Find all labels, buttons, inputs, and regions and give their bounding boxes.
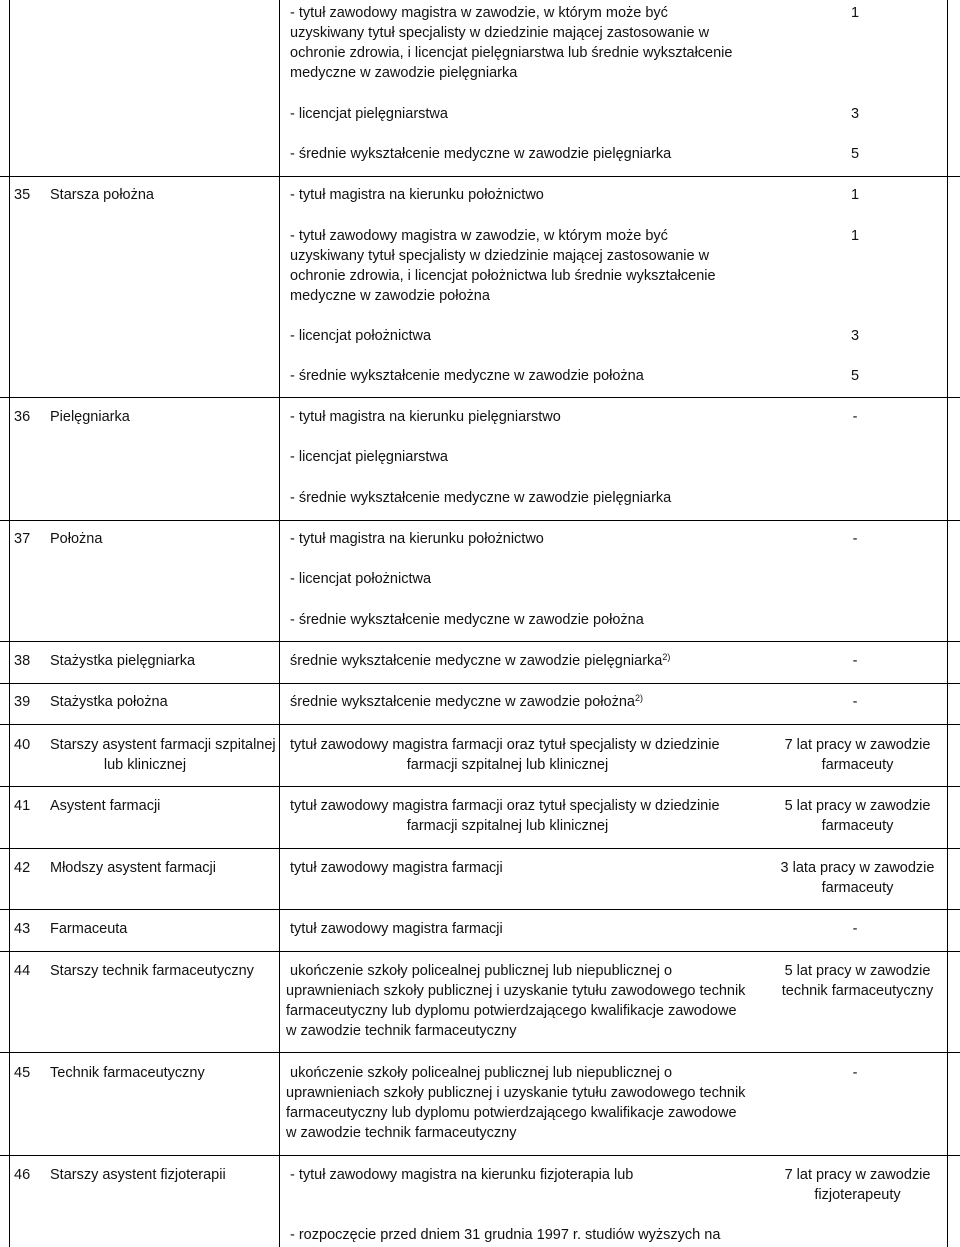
row-divider [0, 1052, 960, 1053]
requirement-text: średnie wykształcenie medyczne w zawodzie pielęgniarka$^{2)}$ [290, 652, 671, 669]
position-name: lub klinicznej [103, 757, 187, 773]
requirement-text: - licencjat pielęgniarstwa [290, 106, 448, 122]
requirement-text: - tytuł magistra na kierunku położnictwo [290, 187, 544, 203]
years-value: - [852, 531, 858, 547]
position-name: Farmaceuta [50, 921, 128, 937]
row-divider [0, 951, 960, 952]
requirement-text: tytuł zawodowy magistra farmacji [290, 921, 503, 937]
position-name: Starsza położna [50, 187, 154, 203]
table-border-left [9, 0, 10, 1247]
requirement-text: - średnie wykształcenie medyczne w zawodzie pielęgniarka [290, 490, 672, 506]
row-divider [0, 1155, 960, 1156]
row-number: 35 [14, 187, 31, 203]
requirement-text: w zawodzie technik farmaceutyczny [286, 1125, 517, 1141]
requirement-text: farmacji szpitalnej lub klinicznej [406, 818, 609, 834]
position-name: Młodszy asystent farmacji [50, 860, 216, 876]
requirement-text: - tytuł zawodowy magistra w zawodzie, w którym może być [290, 5, 668, 21]
years-value: farmaceuty [821, 757, 894, 773]
years-value: - [852, 653, 858, 669]
column-divider [279, 0, 280, 1247]
table-border-right [947, 0, 948, 1247]
years-value: 5 lat pracy w zawodzie [784, 963, 931, 979]
row-number: 42 [14, 860, 31, 876]
years-value: 1 [850, 228, 860, 244]
years-value: technik farmaceutyczny [781, 983, 934, 999]
row-number: 37 [14, 531, 31, 547]
years-value: - [852, 921, 858, 937]
requirement-text: - rozpoczęcie przed dniem 31 grudnia 1997 r. studiów wyższych na [290, 1227, 721, 1243]
row-number: 46 [14, 1167, 31, 1183]
position-name: Stażystka położna [50, 694, 168, 710]
years-value: 3 [850, 106, 860, 122]
row-divider [0, 724, 960, 725]
row-divider [0, 786, 960, 787]
requirement-text: w zawodzie technik farmaceutyczny [286, 1023, 517, 1039]
requirement-text: ochronie zdrowia, i licencjat położnictwa lub średnie wykształcenie [290, 268, 716, 284]
position-name: Starszy asystent farmacji szpitalnej [50, 737, 276, 753]
row-divider [0, 520, 960, 521]
row-divider [0, 683, 960, 684]
years-value: farmaceuty [821, 818, 894, 834]
requirement-text: uprawnieniach szkoły publicznej i uzyskanie tytułu zawodowego technik [286, 983, 746, 999]
position-name: Starszy technik farmaceutyczny [50, 963, 254, 979]
requirement-text: - tytuł magistra na kierunku położnictwo [290, 531, 544, 547]
years-value: - [852, 1065, 858, 1081]
row-number: 36 [14, 409, 31, 425]
requirement-text: - średnie wykształcenie medyczne w zawodzie pielęgniarka [290, 146, 672, 162]
requirement-text: - tytuł zawodowy magistra na kierunku fizjoterapia lub [290, 1167, 634, 1183]
row-divider [0, 641, 960, 642]
requirement-text: uprawnieniach szkoły publicznej i uzyskanie tytułu zawodowego technik [286, 1085, 746, 1101]
requirement-text: ukończenie szkoły policealnej publicznej lub niepublicznej o [290, 1065, 673, 1081]
requirement-text: ochronie zdrowia, i licencjat pielęgniarstwa lub średnie wykształcenie [290, 45, 733, 61]
years-value: 5 [850, 368, 860, 384]
years-value: 5 lat pracy w zawodzie [784, 798, 931, 814]
row-divider [0, 848, 960, 849]
position-name: Technik farmaceutyczny [50, 1065, 205, 1081]
requirement-text: - tytuł magistra na kierunku pielęgniarstwo [290, 409, 561, 425]
requirement-text: - średnie wykształcenie medyczne w zawodzie położna [290, 368, 644, 384]
years-value: - [852, 694, 858, 710]
row-number: 40 [14, 737, 31, 753]
footnote-marker: 2) [634, 693, 643, 703]
position-name: Starszy asystent fizjoterapii [50, 1167, 226, 1183]
requirement-text: farmaceutyczny lub dyplomu potwierdzającego kwalifikacje zawodowe [286, 1105, 737, 1121]
years-value: 3 [850, 328, 860, 344]
row-number: 43 [14, 921, 31, 937]
requirement-text: tytuł zawodowy magistra farmacji oraz tytuł specjalisty w dziedzinie [290, 737, 720, 753]
requirement-text: uzyskiwany tytuł specjalisty w dziedzinie mającej zastosowanie w [290, 248, 710, 264]
requirement-text: ukończenie szkoły policealnej publicznej lub niepublicznej o [290, 963, 673, 979]
requirement-text: medyczne w zawodzie położna [290, 288, 490, 304]
position-name: Asystent farmacji [50, 798, 161, 814]
years-value: farmaceuty [821, 880, 894, 896]
requirement-text: - licencjat położnictwa [290, 571, 432, 587]
requirement-text: uzyskiwany tytuł specjalisty w dziedzinie mającej zastosowanie w [290, 25, 710, 41]
years-value: 5 [850, 146, 860, 162]
years-value: 1 [850, 187, 860, 203]
position-name: Położna [50, 531, 103, 547]
requirement-text: - tytuł zawodowy magistra w zawodzie, w którym może być [290, 228, 668, 244]
position-name: Stażystka pielęgniarka [50, 653, 196, 669]
row-number: 45 [14, 1065, 31, 1081]
requirement-text: - średnie wykształcenie medyczne w zawodzie położna [290, 612, 644, 628]
years-value: 7 lat pracy w zawodzie [784, 737, 931, 753]
requirement-text: tytuł zawodowy magistra farmacji oraz tytuł specjalisty w dziedzinie [290, 798, 720, 814]
requirement-text: - licencjat położnictwa [290, 328, 432, 344]
position-name: Pielęgniarka [50, 409, 130, 425]
years-value: - [852, 409, 858, 425]
requirement-text: farmacji szpitalnej lub klinicznej [406, 757, 609, 773]
row-divider [0, 176, 960, 177]
requirement-text: średnie wykształcenie medyczne w zawodzie położna$^{2)}$ [290, 693, 643, 710]
row-number: 38 [14, 653, 31, 669]
row-number: 39 [14, 694, 31, 710]
row-divider [0, 909, 960, 910]
requirement-text: tytuł zawodowy magistra farmacji [290, 860, 503, 876]
requirement-text: - licencjat pielęgniarstwa [290, 449, 448, 465]
row-number: 41 [14, 798, 31, 814]
requirement-text: farmaceutyczny lub dyplomu potwierdzającego kwalifikacje zawodowe [286, 1003, 737, 1019]
requirement-text: medyczne w zawodzie pielęgniarka [290, 65, 518, 81]
years-value: 3 lata pracy w zawodzie [780, 860, 935, 876]
years-value: 1 [850, 5, 860, 21]
years-value: fizjoterapeuty [814, 1187, 901, 1203]
years-value: 7 lat pracy w zawodzie [784, 1167, 931, 1183]
row-divider [0, 397, 960, 398]
row-number: 44 [14, 963, 31, 979]
footnote-marker: 2) [662, 652, 671, 662]
